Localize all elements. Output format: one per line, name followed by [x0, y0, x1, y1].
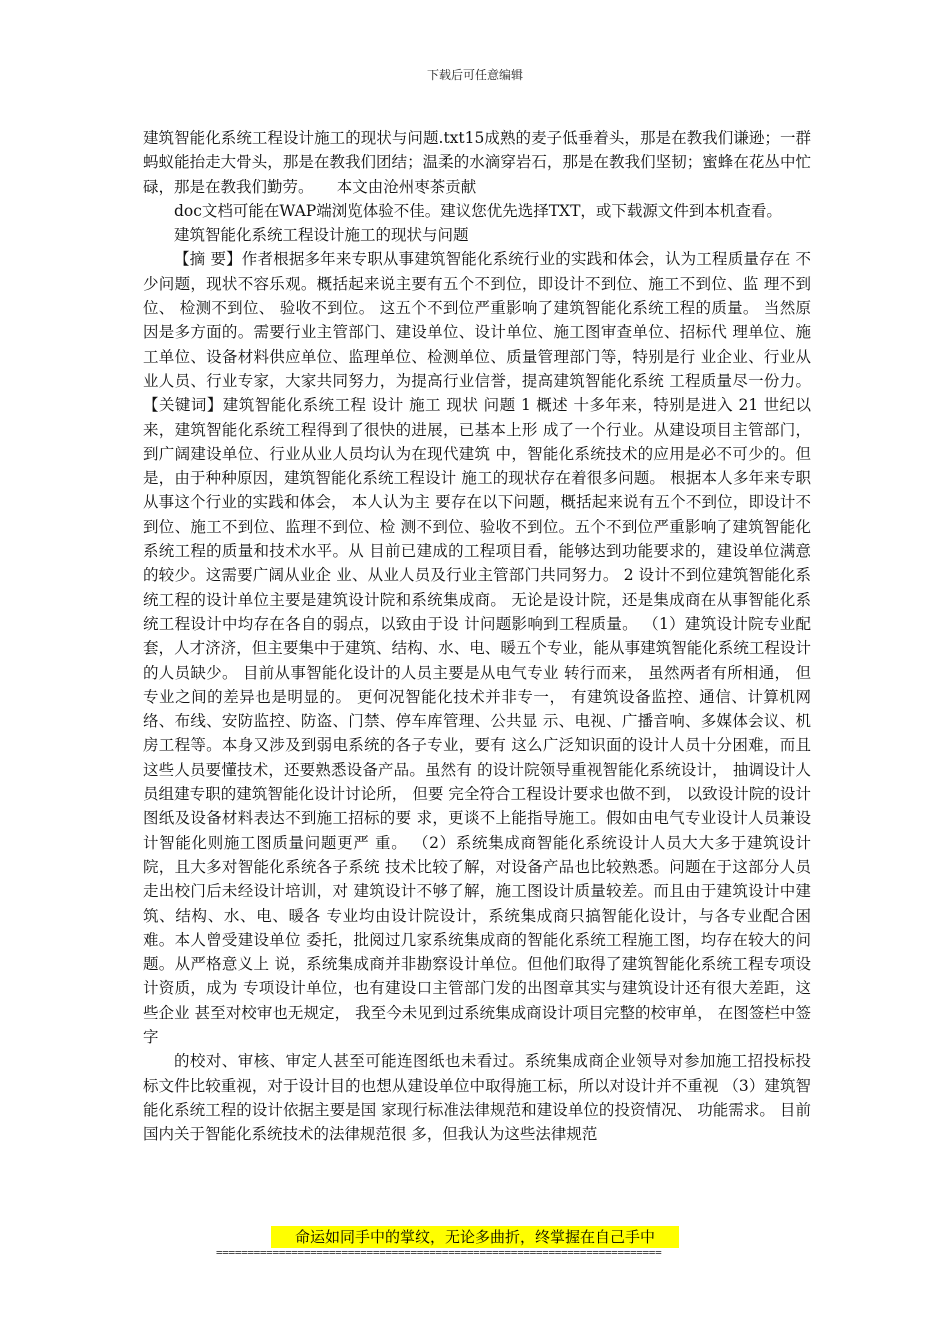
paragraph-intro: 建筑智能化系统工程设计施工的现状与问题.txt15成熟的麦子低垂着头，那是在教我们谦逊；一群蚂蚁能抬走大骨头，那是在教我们团结；温柔的水滴穿岩石，那是在教我们坚韧；蜜蜂在花丛中忙碌，那是在教我们勤劳。 本文由沧州枣茶贡献: [143, 129, 811, 196]
footer-banner: 命运如同手中的掌纹，无论多曲折，终掌握在自己手中: [271, 1226, 679, 1248]
paragraph-continuation: 的校对、审核、审定人甚至可能连图纸也未看过。系统集成商企业领导对参加施工招投标投 标文件比较重视，对于设计目的也想从建设单位中取得施工标，所以对设计并不重视 （3）建筑智能化系统工程的设计依据主要是国 家现行标准法律规范和建设单位的投资情况、 功能需求。 目前国内关于智能化系统技术的法律规范很 多，但我认为这些法律规范: [143, 1052, 811, 1144]
document-body: [143, 126, 811, 1146]
header-note: 下载后可任意编辑: [426, 68, 523, 82]
footer-divider: =======================================================================: [216, 1246, 662, 1259]
paragraph-doc-notice: doc文档可能在WAP端浏览体验不佳。建议您优先选择TXT，或下载源文件到本机查看。: [174, 201, 782, 220]
paragraph-abstract: 【摘 要】作者根据多年来专职从事建筑智能化系统行业的实践和体会，认为工程质量存在 不少问题，现状不容乐观。概括起来说主要有五个不到位，即设计不到位、施工不到位、监 理不到位、 检测不到位、 验收不到位。 这五个不到位严重影响了建筑智能化系统工程的质量。 当然原因是多方面的。需要行业主管部门、建设单位、设计单位、施工图审查单位、招标代 理单位、施工单位、设备材料供应单位、监理单位、检测单位、质量管理部门等，特别是行 业企业、行业从业人员、行业专家，大家共同努力，为提高行业信誉，提高建筑智能化系统 工程质量尽一份力。 【关键词】建筑智能化系统工程 设计 施工 现状 问题 1 概述 十多年来，特别是进入 21 世纪以来，建筑智能化系统工程得到了很快的进展，已基本上形 成了一个行业。从建设项目主管部门，到广阔建设单位、行业从业人员均认为在现代建筑 中，智能化系统技术的应用是必不可少的。但是，由于种种原因，建筑智能化系统工程设计 施工的现状存在着很多问题。 根据本人多年来专职从事这个行业的实践和体会， 本人认为主 要存在以下问题，概括起来说有五个不到位，即设计不到位、施工不到位、监理不到位、检 测不到位、验收不到位。五个不到位严重影响了建筑智能化系统工程的质量和技术水平。从 目前已建成的工程项目看，能够达到功能要求的，建设单位满意的较少。这需要广阔从业企 业、从业人员及行业主管部门共同努力。 2 设计不到位建筑智能化系统工程的设计单位主要是建筑设计院和系统集成商。 无论是设计院，还是集成商在从事智能化系统工程设计中均存在各自的弱点，以致由于设 计问题影响到工程质量。 （1）建筑设计院专业配套，人才济济，但主要集中于建筑、结构、水、电、暖五个专业，能从事建筑智能化系统工程设计的人员缺少。 目前从事智能化设计的人员主要是从电气专业 转行而来， 虽然两者有所相通， 但专业之间的差异也是明显的。 更何况智能化技术并非专一， 有建筑设备监控、通信、计算机网络、布线、安防监控、防盗、门禁、停车库管理、公共显 示、电视、广播音响、多媒体会议、机房工程等。本身又涉及到弱电系统的各子专业，要有 这么广泛知识面的设计人员十分困难，而且这些人员要懂技术，还要熟悉设备产品。虽然有 的设计院领导重视智能化系统设计， 抽调设计人员组建专职的建筑智能化设计讨论所， 但要 完全符合工程设计要求也做不到， 以致设计院的设计图纸及设备材料表达不到施工招标的要 求，更谈不上能指导施工。假如由电气专业设计人员兼设计智能化则施工图质量问题更严 重。 （2）系统集成商智能化系统设计人员大大多于建筑设计院，且大多对智能化系统各子系统 技术比较了解，对设备产品也比较熟悉。问题在于这部分人员走出校门后未经设计培训，对 建筑设计不够了解，施工图设计质量较差。而且由于建筑设计中建筑、结构、水、电、暖各 专业均由设计院设计，系统集成商只搞智能化设计，与各专业配合困难。本人曾受建设单位 委托，批阅过几家系统集成商的智能化系统工程施工图，均存在较大的问题。从严格意义上 说，系统集成商并非勘察设计单位。但他们取得了建筑智能化系统工程专项设计资质，成为 专项设计单位，也有建设口主管部门发的出图章其实与建筑设计还有很大差距，这些企业 甚至对校审也无规定， 我至今未见到过系统集成商设计项目完整的校审单， 在图签栏中签字: [143, 250, 811, 1046]
paragraph-title: 建筑智能化系统工程设计施工的现状与问题: [174, 226, 469, 245]
